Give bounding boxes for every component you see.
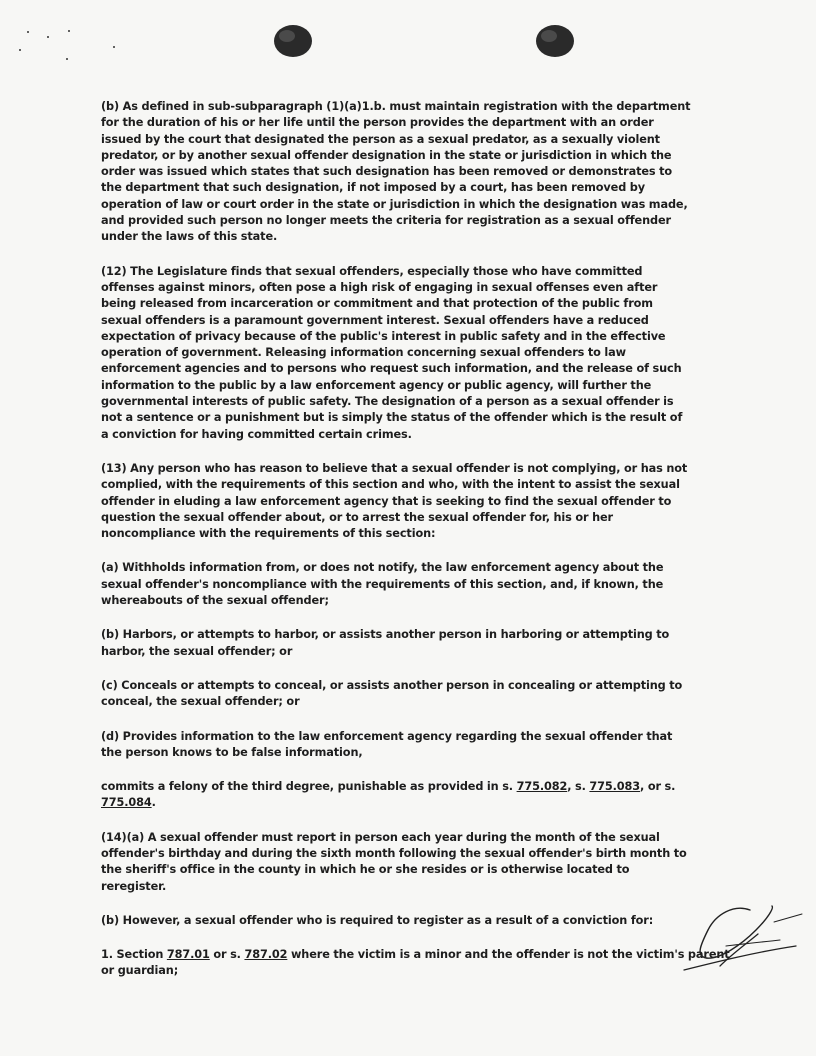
felony-text: commits a felony of the third degree, punishable as provided in s. [101,780,517,794]
felony-separator: , s. [567,780,590,794]
statute-link-775-084[interactable]: 775.084 [101,796,152,810]
paragraph-14-a: (14)(a) A sexual offender must report in person each year during the month of the sexual offender's birthday and during the sixth month following the sexual offender's birth month to the sheriff's office in the county in which he or she resides or is otherwise located to reregister. [101,830,687,893]
felony-end: . [151,796,156,810]
paragraph-14-b: (b) However, a sexual offender who is required to register as a result of a conviction for: [101,913,654,927]
item-1-mid: or s. [209,948,245,962]
paragraph-13-b: (b) Harbors, or attempts to harbor, or assists another person in harboring or attempting to harbor, the sexual offender; or [101,628,670,658]
paragraph-b: (b) As defined in sub-subparagraph (1)(a)1.b. must maintain registration with the department for the duration of his or her life until the person provides the department with an order issued by the court that designated the person as a sexual predator, as a sexually violent predator, or by another sexual offender designation in the state or jurisdiction in which the order was issued which states that such designation has been removed or demonstrates to the department that such designation, if not imposed by a court, has been removed by operation of law or court order in the state or jurisdiction in which the designation was made, and provided such person no longer meets the criteria for registration as a sexual offender under the laws of this state. [101,100,691,244]
statute-link-787-02[interactable]: 787.02 [244,948,288,962]
statute-link-787-01[interactable]: 787.01 [166,948,210,962]
scan-speck [68,30,70,32]
handwritten-signature [676,900,806,975]
scan-speck [47,36,49,38]
item-1-prefix: 1. Section [101,948,167,962]
punch-hole-left [272,22,314,60]
paragraph-13-d: (d) Provides information to the law enforcement agency regarding the sexual offender that the person knows to be false information, [101,729,673,759]
paragraph-13-a: (a) Withholds information from, or does not notify, the law enforcement agency about the sexual offender's noncompliance with the requirements of this section, and, if known, the whereabouts of the sexual offender; [101,561,664,608]
item-1-rest: where the victim is a minor and the offender is not the victim's parent or guardian; [101,948,730,978]
felony-separator: , or s. [640,780,676,794]
punch-hole-right [534,22,576,60]
statute-text [101,99,730,998]
scan-speck [27,31,29,33]
item-1 [101,947,731,980]
scan-speck [19,49,21,51]
paragraph-13: (13) Any person who has reason to believe that a sexual offender is not complying, or has not complied, with the requirements of this section and who, with the intent to assist the sexual offender in eluding a law enforcement agency that is seeking to find the sexual offender to question the sexual offender about, or to arrest the sexual offender for, his or her noncompliance with the requirements of this section: [101,461,688,541]
statute-link-775-082[interactable]: 775.082 [516,780,568,794]
statute-link-775-083[interactable]: 775.083 [589,780,641,794]
scan-speck [66,58,68,60]
paragraph-13-c: (c) Conceals or attempts to conceal, or assists another person in concealing or attempting to conceal, the sexual offender; or [101,678,683,709]
paragraph-12: (12) The Legislature finds that sexual offenders, especially those who have committed offenses against minors, often pose a high risk of engaging in sexual offenses even after being released from incarceration or commitment and that protection of the public from sexual offenders is a paramount government interest. Sexual offenders have a reduced expectation of privacy because of the public's interest in public safety and in the effective operation of government. Releasing information concerning sexual offenders to law enforcement agencies and to persons who request such information, and the release of such information to the public by a law enforcement agency or public agency, will further the governmental interests of public safety. The designation of a person as a sexual offender is not a sentence or a punishment but is simply the status of the offender which is the result of a conviction for having committed certain crimes. [101,264,683,441]
scan-speck [113,46,115,48]
felony-clause [101,779,693,812]
